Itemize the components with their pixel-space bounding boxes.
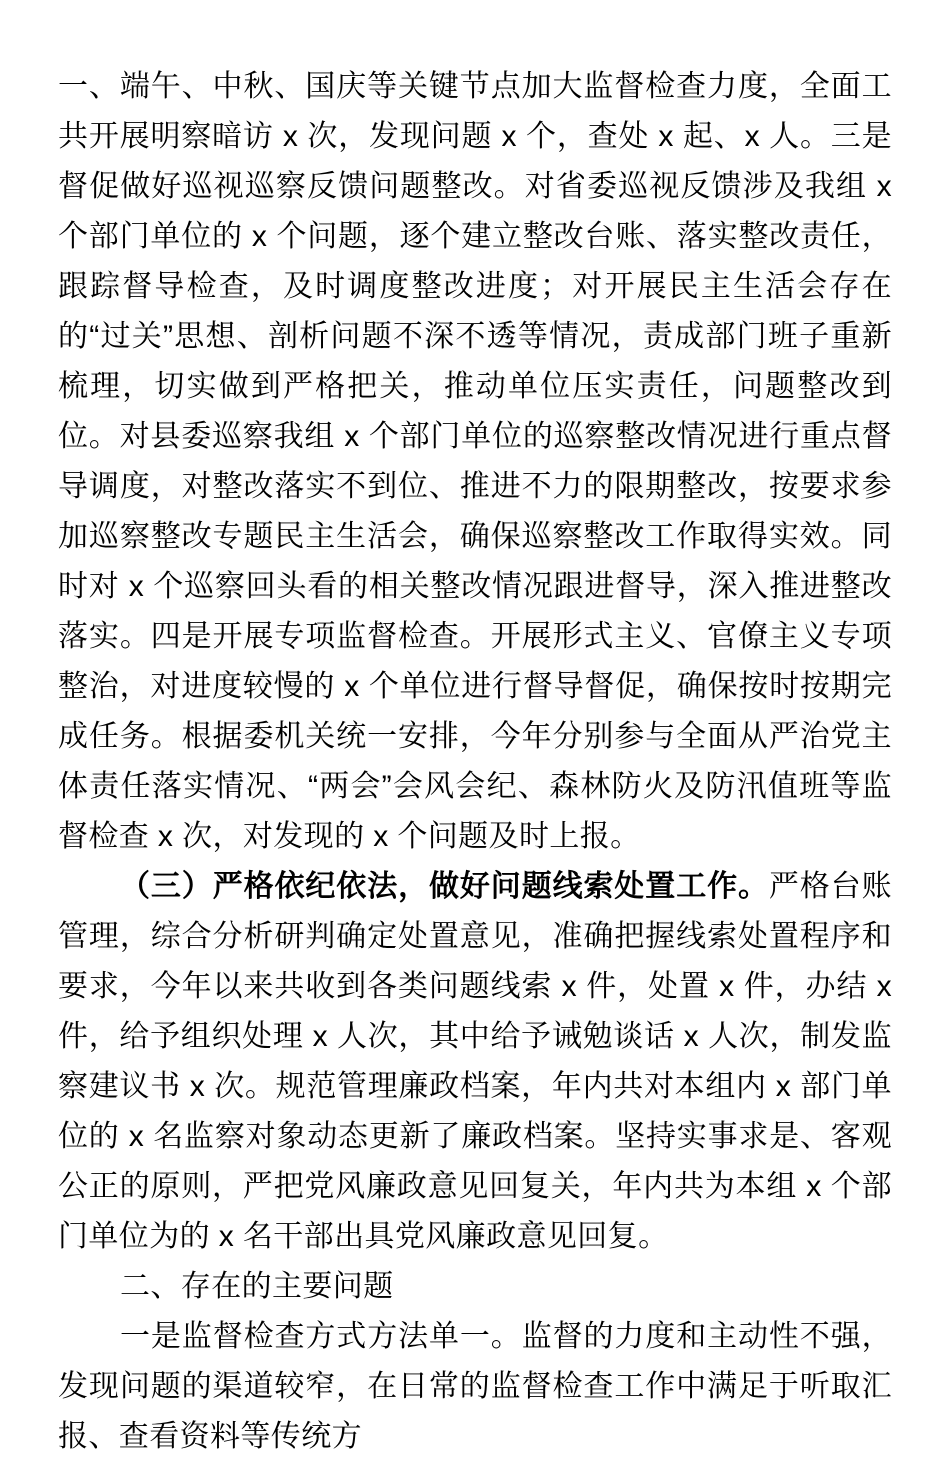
- paragraph-clue-handling-text: 严格台账管理，综合分析研判确定处置意见，准确把握线索处置程序和要求，今年以来共收到各类问题线索 x 件，处置 x 件，办结 x 件，给予组织处理 x 人次，其中给予诫勉谈话 x 人次，制发监察建议书 x 次。规范管理廉政档案，年内共对本组内 x 部门单位的 x 名监察对象动态更新了廉政档案。坚持实事求是、客观公正的原则，严把党风廉政意见回复关，年内共为本组 x 个部门单位为的 x 名干部出具党风廉政意见回复。: [58, 870, 892, 1253]
- paragraph-clue-handling: [58, 862, 892, 1262]
- paragraph-supervision-inspection: 一、端午、中秋、国庆等关键节点加大监督检查力度，全面工共开展明察暗访 x 次，发现问题 x 个，查处 x 起、x 人。三是督促做好巡视巡察反馈问题整改。对省委巡视反馈涉及我组 x 个部门单位的 x 个问题，逐个建立整改台账、落实整改责任，跟踪督导检查，及时调度整改进度；对开展民主生活会存在的“过关”思想、剖析问题不深不透等情况，责成部门班子重新梳理，切实做到严格把关，推动单位压实责任，问题整改到位。对县委巡察我组 x 个部门单位的巡察整改情况进行重点督导调度，对整改落实不到位、推进不力的限期整改，按要求参加巡察整改专题民主生活会，确保巡察整改工作取得实效。同时对 x 个巡察回头看的相关整改情况跟进督导，深入推进整改落实。四是开展专项监督检查。开展形式主义、官僚主义专项整治，对进度较慢的 x 个单位进行督导督促，确保按时按期完成任务。根据委机关统一安排，今年分别参与全面从严治党主体责任落实情况、“两会”会风会纪、森林防火及防汛值班等监督检查 x 次，对发现的 x 个问题及时上报。: [58, 70, 892, 853]
- document-body: [58, 62, 892, 1462]
- paragraph-problem-one: 一是监督检查方式方法单一。监督的力度和主动性不强，发现问题的渠道较窄，在日常的监督检查工作中满足于听取汇报、查看资料等传统方: [58, 1320, 892, 1453]
- section-heading-main-problems: 二、存在的主要问题: [120, 1270, 394, 1303]
- section-heading-three: （三）严格依纪依法，做好问题线索处置工作。: [120, 870, 769, 903]
